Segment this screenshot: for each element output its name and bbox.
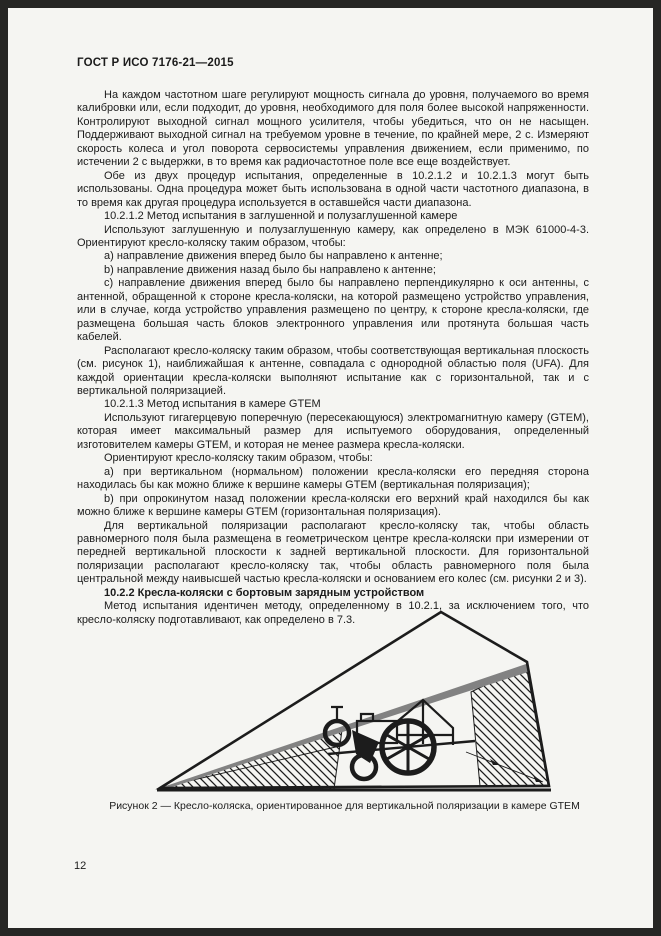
paragraph: Используют заглушенную и полузаглушенную камеру, как определено в МЭК 61000-4-3. Ориентируют кресло-коляску таким образом, чтобы: xyxy=(77,223,589,249)
gtem-chamber-figure xyxy=(130,604,560,797)
paragraph: Для вертикальной поляризации располагают кресло-коляску так, чтобы область равномерного поля была размещена в геометрическом центре кресла-коляски при измерении от передней вертикальной плоскости к задней вертикальной плоскости. Для горизонтальной поляризации располагают кресло-коляску так, чтобы область равномерного поля была центральной между наивысшей частью кресла-коляски и основанием его колес (см. рисунки 2 и 3). xyxy=(77,519,589,586)
septum-plate xyxy=(160,664,528,790)
gtem-chamber-drawing xyxy=(130,604,560,797)
document-body-text xyxy=(77,89,589,627)
wheelchair-caster-fork xyxy=(331,707,343,721)
paragraph: Ориентируют кресло-коляску таким образом, чтобы: xyxy=(104,452,373,465)
paragraph: Располагают кресло-коляску таким образом, чтобы соответствующая вертикальная плоскость (см. рисунок 1), наиближайшая к антенне, совпадала с однородной областью поля (UFA). Для каждой ориентации кресла-коляски выполняют испытание как с горизонтальной, так и с вертикальной поляризацией. xyxy=(77,344,589,397)
document-page xyxy=(8,8,653,928)
page-number: 12 xyxy=(74,860,87,872)
paragraph: Обе из двух процедур испытания, определенные в 10.2.1.2 и 10.2.1.3 могут быть использованы. Одна процедура может быть использована в одной части частотного диапазона, в то время как другая процедура используется в оставшейся части диапазона. xyxy=(77,169,589,209)
section-heading: 10.2.1.2 Метод испытания в заглушенной и полузаглушенной камере xyxy=(104,210,458,223)
paragraph: Метод испытания идентичен методу, определенному в 10.2.1, за исключением того, что кресло-коляску подготавливают, как определено в 7.3. xyxy=(77,600,589,626)
paragraph: На каждом частотном шаге регулируют мощность сигнала до уровня, получаемого во время калибровки или, если подходит, до уровня, необходимого для поля более высокой напряженности. Контролируют выходной сигнал мощного усилителя, чтобы убедиться, что он не насыщен. Поддерживают выходной сигнал на требуемом уровне в течение, по крайней мере, 2 с. Измеряют скорость колеса и угол поворота сервосистемы управления движением, если применимо, по истечении 2 с выдержки, в то время как радиочастотное поле все еще воздействует. xyxy=(77,89,589,169)
list-item-c: c) направление движения вперед было бы направлено перпендикулярно к оси антенны, с антенной, обращенной к стороне кресла-коляски, на которой размещено устройство управления, или в случае, когда устройство управления размещено по центру, к стороне кресла-коляски, где размещена большая часть блоков электронного управления или протянута большая часть кабелей. xyxy=(77,277,589,344)
list-item-a: a) направление движения вперед было бы направлено к антенне; xyxy=(104,250,443,263)
list-item-b: b) направление движения назад было бы направлено к антенне; xyxy=(104,263,436,276)
figure-caption: Рисунок 2 — Кресло-коляска, ориентированное для вертикальной поляризации в камере GTEM xyxy=(109,800,580,812)
wheelchair-wheel-hub xyxy=(405,744,412,751)
section-heading: 10.2.1.3 Метод испытания в камере GTEM xyxy=(104,398,321,411)
list-item-a: a) при вертикальном (нормальном) положении кресла-коляски его передняя сторона находилась бы как можно ближе к вершине камеры GTEM (вертикальная поляризация); xyxy=(77,465,589,492)
document-header: ГОСТ Р ИСО 7176-21—2015 xyxy=(77,57,234,69)
paragraph: Используют гигагерцевую поперечную (пересекающуюся) электромагнитную камеру (GTEM), которая имеет максимальный размер для испытуемого оборудования, определенный изготовителем камеры GTEM, и которая не менее размера кресла-коляски. xyxy=(77,411,589,451)
list-item-b: b) при опрокинутом назад положении кресла-коляски его верхний край находился бы как можно ближе к вершине камеры GTEM (горизонтальная поляризация). xyxy=(77,492,589,519)
section-heading-bold: 10.2.2 Кресла-коляски с бортовым зарядным устройством xyxy=(104,586,425,599)
